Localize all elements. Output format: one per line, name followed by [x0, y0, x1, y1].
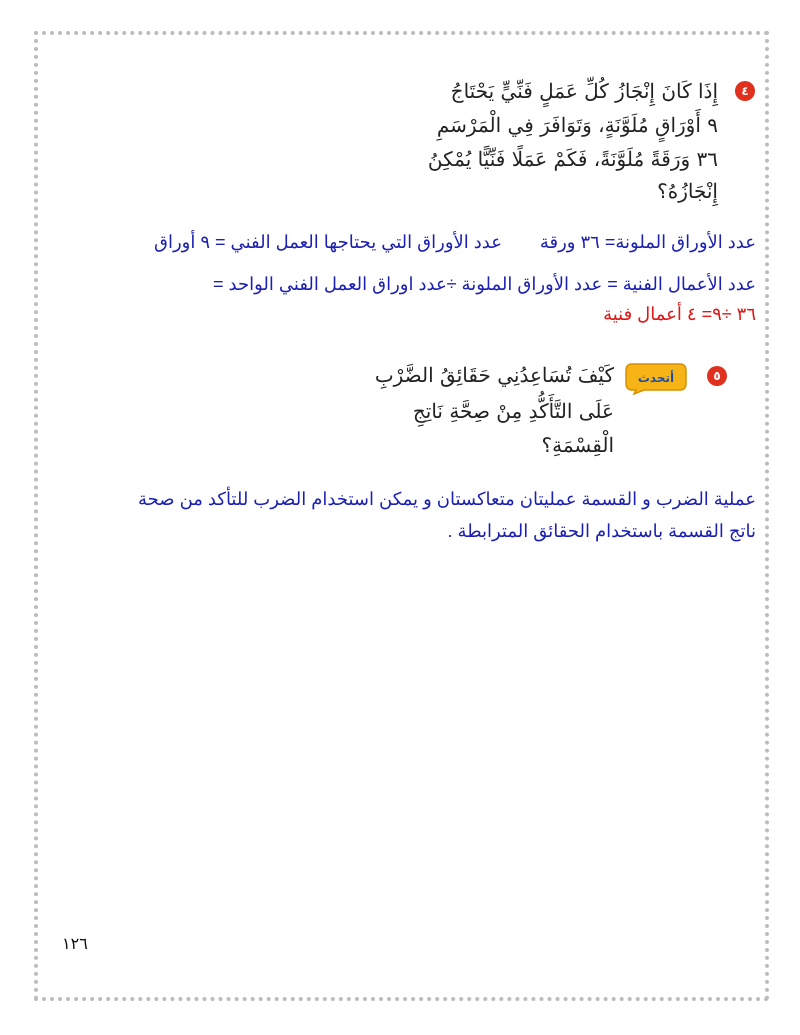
question-4-line-4: إِنْجَازُهُ؟ [657, 179, 718, 203]
answer-4-result: ٣٦ ÷٩= ٤ أعمال فنية [603, 304, 756, 324]
question-4-line-2: ٩ أَوْرَاقٍ مُلَوَّنَةٍ، وَتَوَافَرَ فِي الْمَرْسَمِ [436, 113, 718, 137]
talk-badge-label: أتحدث [637, 371, 675, 385]
question-4-line-3: ٣٦ وَرَقَةً مُلَوَّنَةً، فَكَمْ عَمَلًا فَنِّيًّا يُمْكِنُ [427, 147, 718, 171]
question-5-number: ٥ [707, 366, 727, 386]
answer-4-line-2: عدد الأعمال الفنية = عدد الأوراق الملونة ÷عدد اوراق العمل الفني الواحد = [213, 274, 756, 294]
answer-5-line-1: عملية الضرب و القسمة عمليتان متعاكستان و يمكن استخدام الضرب للتأكد من صحة [138, 489, 756, 509]
question-5-line-1: كَيْفَ تُسَاعِدُنِي حَقَائِقُ الضَّرْبِ [374, 363, 614, 387]
question-4-line-1: إِذَا كَانَ إِنْجَازُ كُلِّ عَمَلٍ فَنِّيٍّ يَحْتَاجُ [450, 79, 718, 103]
answer-5-line-2: ناتج القسمة باستخدام الحقائق المترابطة . [447, 521, 756, 541]
question-5-line-3: الْقِسْمَةِ؟ [541, 433, 614, 457]
answer-4-line-1-left: عدد الأوراق التي يحتاجها العمل الفني = ٩ أوراق [154, 232, 502, 252]
question-5-line-2: عَلَى التَّأَكُّدِ مِنْ صِحَّةِ نَاتِجِ [412, 399, 614, 423]
question-4-number: ٤ [735, 81, 755, 101]
talk-speech-bubble-icon [624, 361, 688, 395]
answer-4-line-1-right: عدد الأوراق الملونة= ٣٦ ورقة [539, 232, 756, 252]
page-number: ١٢٦ [62, 934, 88, 953]
